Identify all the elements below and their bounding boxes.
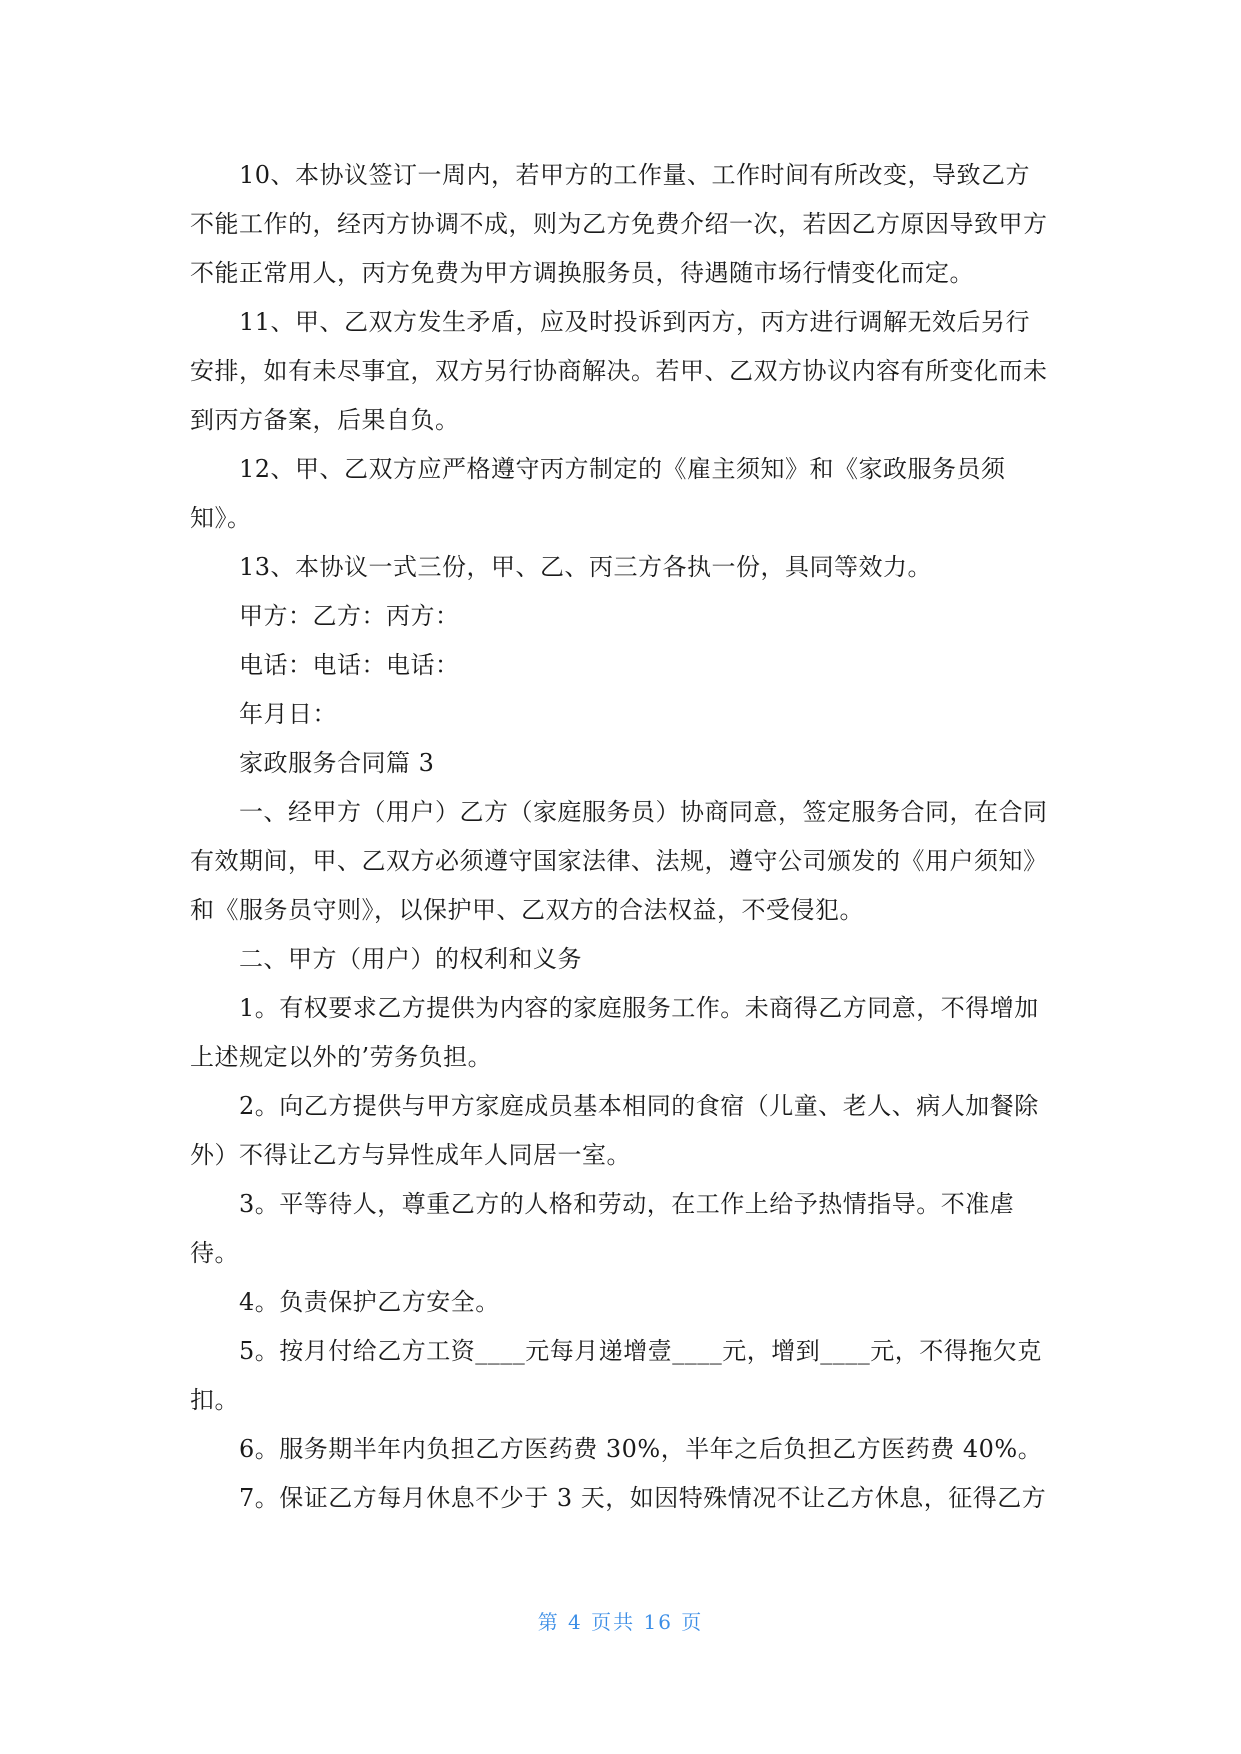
clause-11: 11、甲、乙双方发生矛盾，应及时投诉到丙方，丙方进行调解无效后另行安排，如有未尽事宜，双方另行协商解决。若甲、乙双方协议内容有所变化而未到丙方备案，后果自负。 [190,308,1048,434]
signature-date: 年月日： [239,700,337,728]
clause-10: 10、本协议签订一周内，若甲方的工作量、工作时间有所改变，导致乙方不能工作的，经丙方协调不成，则为乙方免费介绍一次，若因乙方原因导致甲方不能正常用人，丙方免费为甲方调换服务员，待遇随市场行情变化而定。 [190,161,1048,287]
signature-parties: 甲方：乙方：丙方： [239,602,460,630]
item-1: 1。有权要求乙方提供为内容的家庭服务工作。未商得乙方同意，不得增加上述规定以外的’劳务负担。 [190,994,1039,1071]
item-4: 4。负责保护乙方安全。 [239,1288,500,1316]
section-heading: 家政服务合同篇 3 [239,749,435,777]
signature-phones: 电话：电话：电话： [239,651,460,679]
article-1: 一、经甲方（用户）乙方（家庭服务员）协商同意，签定服务合同，在合同有效期间，甲、乙双方必须遵守国家法律、法规，遵守公司颁发的《用户须知》和《服务员守则》，以保护甲、乙双方的合法权益，不受侵犯。 [190,798,1048,924]
clause-12: 12、甲、乙双方应严格遵守丙方制定的《雇主须知》和《家政服务员须知》。 [190,455,1006,532]
article-2-heading: 二、甲方（用户）的权利和义务 [239,945,582,973]
item-5: 5。按月付给乙方工资____元每月递增壹____元，增到____元，不得拖欠克扣。 [190,1337,1042,1414]
clause-13: 13、本协议一式三份，甲、乙、丙三方各执一份，具同等效力。 [239,553,933,581]
item-3: 3。平等待人，尊重乙方的人格和劳动，在工作上给予热情指导。不准虐待。 [190,1190,1015,1267]
item-2: 2。向乙方提供与甲方家庭成员基本相同的食宿（儿童、老人、病人加餐除外）不得让乙方与异性成年人同居一室。 [190,1092,1039,1169]
page-number-footer: 第 4 页共 16 页 [537,1610,704,1634]
item-6: 6。服务期半年内负担乙方医药费 30%，半年之后负担乙方医药费 40%。 [239,1435,1043,1463]
document-body [190,151,1050,1523]
item-7: 7。保证乙方每月休息不少于 3 天，如因特殊情况不让乙方休息，征得乙方 [239,1484,1047,1512]
